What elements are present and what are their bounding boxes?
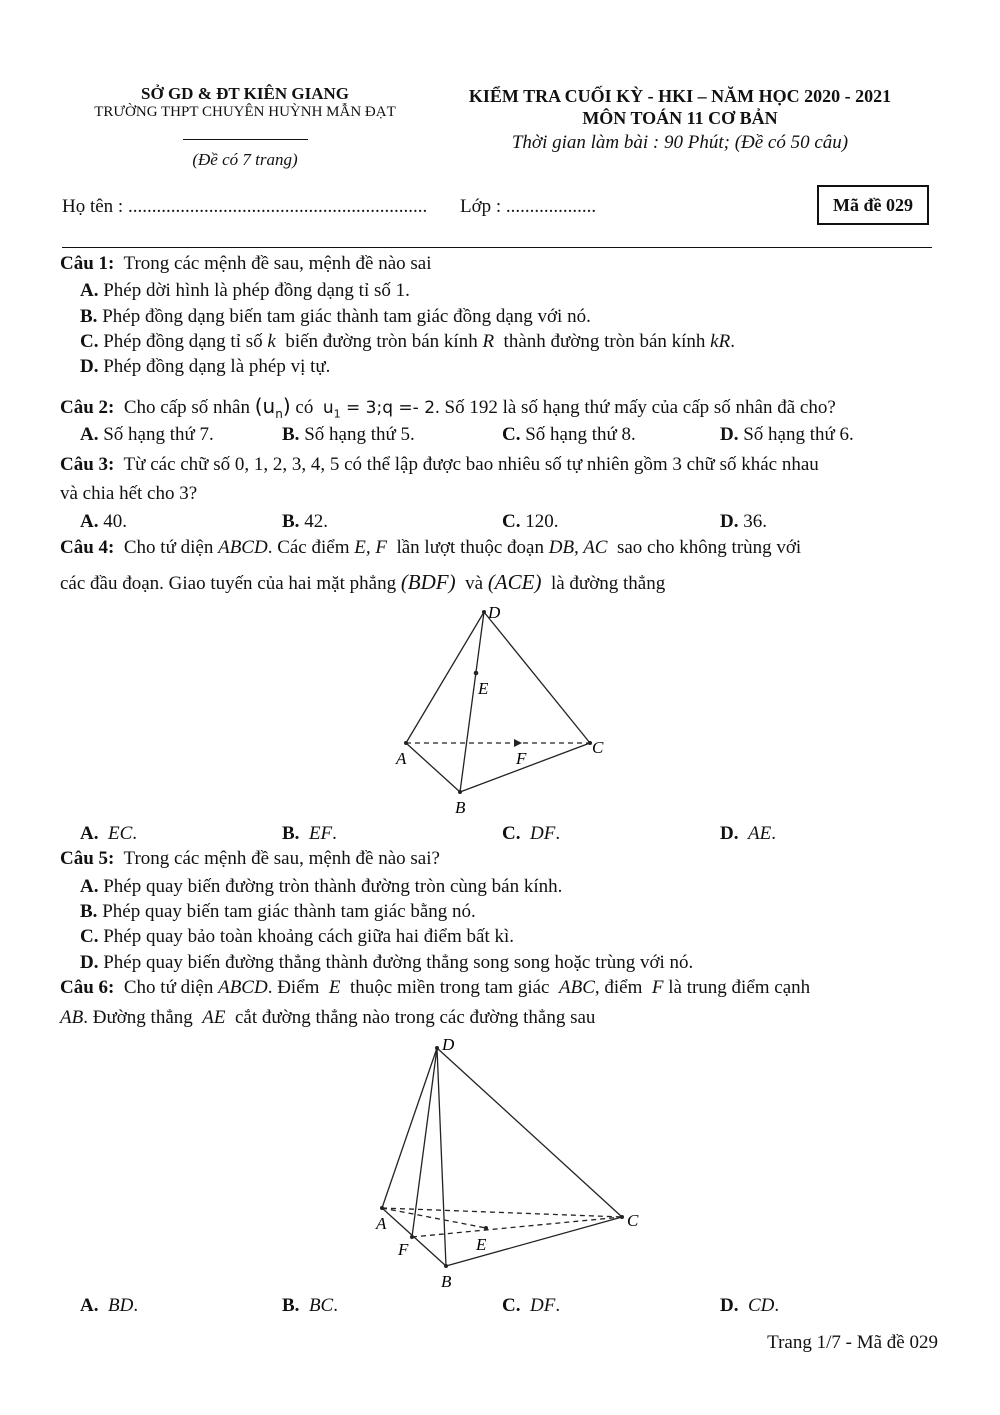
question-label: Câu 5: (60, 848, 115, 869)
option-text: Phép đồng dạng biến tam giác thành tam giác đồng dạng với nó. (102, 306, 591, 327)
q6-answer-c[interactable]: C. DF. (502, 1295, 561, 1316)
label-b: B (455, 798, 466, 817)
question-text: Cho cấp số nhân (123, 397, 250, 418)
question-text: Trong các mệnh đề sau, mệnh đề nào sai (123, 253, 432, 274)
exam-subject: MÔN TOÁN 11 CƠ BẢN (582, 108, 778, 128)
q2-answer-d[interactable]: D. Số hạng thứ 6. (720, 424, 854, 445)
question-text: lần lượt thuộc đoạn (396, 537, 544, 558)
q4-answer-d[interactable]: D. AE. (720, 823, 776, 844)
question-6: Câu 6: Cho tứ diện ABCD. Điểm E thuộc miền trong tam giác ABC, điểm F là trung điểm cạnh (60, 977, 811, 998)
question-5 (60, 848, 440, 870)
q5-option-b[interactable]: B. Phép quay biến tam giác thành tam giác bằng nó. (80, 901, 476, 922)
question-text: và (465, 573, 484, 594)
math-r: R (482, 331, 495, 352)
option-key: D. (80, 356, 99, 377)
question-3 (60, 454, 819, 476)
exam-code: Mã đề 029 (833, 194, 913, 215)
q5-option-a[interactable]: A. Phép quay biến đường tròn thành đường tròn cùng bán kính. (80, 876, 563, 897)
option-text: Phép đồng dạng là phép vị tự. (103, 356, 331, 377)
exam-code-box (817, 185, 929, 225)
question-3-line2: và chia hết cho 3? (60, 483, 198, 504)
edge-df (412, 1048, 437, 1237)
option-text: biến đường tròn bán kính (285, 331, 478, 352)
math-sequence: $(u_n)$ (254, 394, 291, 421)
q1-option-d[interactable] (80, 356, 330, 378)
label-a: A (396, 749, 407, 768)
question-4-line2 (60, 570, 665, 595)
label-c: C (592, 738, 604, 757)
edge-db (460, 612, 484, 792)
question-text: có (295, 397, 314, 418)
label-f: F (516, 749, 527, 768)
label-f: F (398, 1240, 409, 1259)
edge-db (437, 1048, 446, 1266)
question-text: Cho tứ diện (123, 537, 214, 558)
q4-answer-c[interactable]: C. DF. (502, 823, 561, 844)
option-key: B. (80, 306, 98, 327)
question-text: . Số 192 là số hạng thứ mấy của cấp số nhân đã cho? (435, 397, 836, 418)
option-end: . (730, 331, 735, 352)
math-plane-ace: (ACE) (487, 570, 542, 594)
option-text: Phép đồng dạng tỉ số (103, 331, 263, 352)
school-name: TRƯỜNG THPT CHUYÊN HUỲNH MẪN ĐẠT (94, 104, 396, 120)
q1-option-b[interactable] (80, 306, 591, 328)
question-label: Câu 4: (60, 537, 115, 558)
point-e (474, 671, 479, 676)
label-c: C (627, 1211, 639, 1230)
q4-answer-a[interactable]: A. EC. (80, 823, 138, 844)
math-condition: $u_1$ = 3;q =- 2 (322, 398, 436, 421)
point-a (404, 741, 408, 745)
label-d: D (442, 1035, 455, 1054)
q3-answer-d[interactable]: D. 36. (720, 511, 767, 532)
exam-duration: Thời gian làm bài : 90 Phút; (Đề có 50 câu) (511, 132, 849, 153)
q6-answer-d[interactable]: D. CD. (720, 1295, 780, 1316)
edge-dc (484, 612, 590, 743)
label-e: E (478, 679, 489, 698)
math-plane-bdf: (BDF) (400, 570, 456, 594)
math-k: k (267, 331, 276, 352)
question-2 (60, 394, 836, 421)
segment-ae-hidden (382, 1208, 486, 1228)
edge-ac-hidden (382, 1208, 622, 1217)
math-segments: DB, AC (548, 537, 608, 558)
question-text: Trong các mệnh đề sau, mệnh đề nào sai? (123, 848, 440, 869)
label-e: E (476, 1235, 487, 1254)
q2-answer-c[interactable]: C. Số hạng thứ 8. (502, 424, 636, 445)
question-text: sao cho không trùng với (616, 537, 802, 558)
label-b: B (441, 1272, 452, 1291)
math-kr: kR (710, 331, 731, 352)
header-left-rule (183, 139, 308, 140)
question-label: Câu 3: (60, 454, 115, 475)
point-f (410, 1235, 414, 1239)
q2-answers (0, 424, 1000, 450)
label-a: A (376, 1214, 387, 1233)
header-divider (62, 247, 932, 248)
q1-option-c[interactable] (80, 331, 735, 353)
math-points: E, F (354, 537, 387, 558)
question-text: các đầu đoạn. Giao tuyến của hai mặt phẳng (60, 573, 397, 594)
question-label: Câu 2: (60, 397, 115, 418)
q3-answer-b[interactable]: B. 42. (282, 511, 328, 532)
option-text: Phép dời hình là phép đồng dạng tỉ số 1. (103, 280, 410, 301)
q4-answer-b[interactable]: B. EF. (282, 823, 337, 844)
edge-dc (437, 1048, 622, 1217)
option-key: C. (80, 331, 99, 352)
edge-da (382, 1048, 437, 1208)
question-4 (60, 537, 801, 559)
q6-tetrahedron-figure (360, 1030, 660, 1292)
page-footer: Trang 1/7 - Mã đề 029 (767, 1332, 938, 1353)
option-key: A. (80, 280, 99, 301)
question-6-line2: AB. Đường thẳng AE cắt đường thẳng nào trong các đường thẳng sau (60, 1007, 596, 1028)
point-d (482, 610, 486, 614)
point-b (444, 1264, 448, 1268)
question-text: . Các điểm (267, 537, 350, 558)
question-1 (60, 253, 432, 275)
page-count-note: (Đề có 7 trang) (192, 150, 298, 169)
q2-answer-a[interactable]: A. Số hạng thứ 7. (80, 424, 214, 445)
math-tetrahedron: ABCD (218, 537, 268, 558)
edge-bc (446, 1217, 622, 1266)
exam-title: KIỂM TRA CUỐI KỲ - HKI – NĂM HỌC 2020 - 2021 (468, 86, 892, 106)
q4-answers (0, 823, 1000, 849)
option-text: thành đường tròn bán kính (503, 331, 706, 352)
q6-answer-b[interactable]: B. BC. (282, 1295, 338, 1316)
q2-answer-b[interactable]: B. Số hạng thứ 5. (282, 424, 415, 445)
edge-ab (406, 743, 460, 792)
point-d (435, 1046, 439, 1050)
point-c (620, 1215, 624, 1219)
question-label: Câu 1: (60, 253, 115, 274)
student-name-field[interactable]: Họ tên : ............................................................... (62, 196, 428, 217)
point-b (458, 790, 462, 794)
q6-answer-a[interactable]: A. BD. (80, 1295, 139, 1316)
student-class-field[interactable]: Lớp : ................... (460, 196, 597, 217)
label-d: D (488, 603, 501, 622)
point-e (484, 1226, 488, 1230)
point-a (380, 1206, 384, 1210)
arrow-f (514, 739, 522, 747)
question-text: là đường thẳng (550, 573, 666, 594)
school-dept: SỞ GD & ĐT KIÊN GIANG (141, 84, 349, 103)
q5-option-c[interactable]: C. Phép quay bảo toàn khoảng cách giữa hai điểm bất kì. (80, 926, 514, 947)
q6-answers (0, 1295, 1000, 1321)
edge-da (406, 612, 484, 743)
q3-answer-c[interactable]: C. 120. (502, 511, 559, 532)
question-label: Câu 6: (60, 977, 115, 998)
question-text: Từ các chữ số 0, 1, 2, 3, 4, 5 có thể lập được bao nhiêu số tự nhiên gồm 3 chữ số khác nhau (123, 454, 819, 475)
q3-answer-a[interactable]: A. 40. (80, 511, 127, 532)
q5-option-d[interactable]: D. Phép quay biến đường thẳng thành đường thẳng song song hoặc trùng với nó. (80, 952, 694, 973)
q3-answers (0, 511, 1000, 537)
q1-option-a[interactable] (80, 280, 410, 302)
q4-tetrahedron-figure (380, 600, 630, 822)
